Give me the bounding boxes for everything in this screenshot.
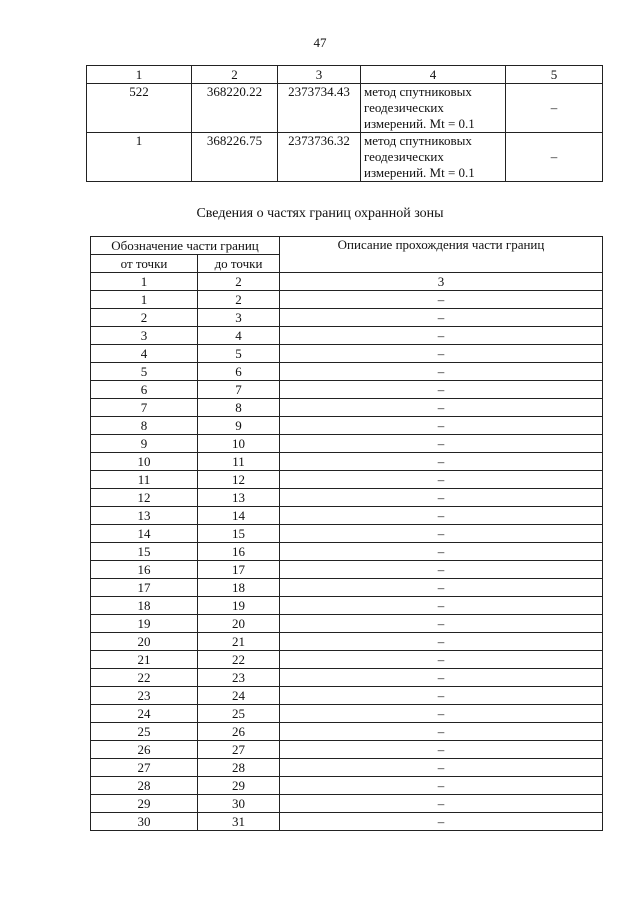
description: – [280, 381, 603, 399]
method-line: геодезических [364, 100, 444, 115]
from-point: 21 [91, 651, 198, 669]
method-line: метод спутниковых [364, 84, 472, 99]
to-point: 19 [198, 597, 280, 615]
note-cell: – [506, 84, 603, 133]
description: – [280, 471, 603, 489]
method-line: измерений. Mt = 0.1 [364, 165, 475, 180]
description: – [280, 327, 603, 345]
from-point: 27 [91, 759, 198, 777]
header-desc-cell: Описание прохождения части границ [280, 237, 603, 273]
to-point: 24 [198, 687, 280, 705]
from-point: 22 [91, 669, 198, 687]
to-point: 25 [198, 705, 280, 723]
from-point: 28 [91, 777, 198, 795]
table-row [91, 381, 603, 399]
to-point: 27 [198, 741, 280, 759]
column-numbers-row [91, 273, 603, 291]
description: – [280, 651, 603, 669]
to-point: 28 [198, 759, 280, 777]
coord-x: 368220.22 [192, 84, 278, 133]
description: – [280, 453, 603, 471]
to-point: 5 [198, 345, 280, 363]
description: – [280, 435, 603, 453]
to-point: 7 [198, 381, 280, 399]
description: – [280, 777, 603, 795]
to-point: 22 [198, 651, 280, 669]
table-row [91, 777, 603, 795]
from-point: 20 [91, 633, 198, 651]
to-point: 18 [198, 579, 280, 597]
table-row [91, 759, 603, 777]
from-point: 1 [91, 291, 198, 309]
method-cell [361, 84, 506, 133]
description: – [280, 525, 603, 543]
from-point: 15 [91, 543, 198, 561]
from-point: 2 [91, 309, 198, 327]
header-cell: 4 [361, 66, 506, 84]
description: – [280, 813, 603, 831]
description: – [280, 291, 603, 309]
from-point: 17 [91, 579, 198, 597]
description: – [280, 705, 603, 723]
header-cell: 1 [87, 66, 192, 84]
table-row [91, 471, 603, 489]
table-row [91, 435, 603, 453]
to-point: 21 [198, 633, 280, 651]
from-point: 5 [91, 363, 198, 381]
description: – [280, 669, 603, 687]
method-line: метод спутниковых [364, 133, 472, 148]
description: – [280, 597, 603, 615]
coord-y: 2373736.32 [278, 133, 361, 182]
from-point: 7 [91, 399, 198, 417]
boundary-parts-table [90, 236, 603, 831]
description: – [280, 363, 603, 381]
from-point: 16 [91, 561, 198, 579]
description: – [280, 615, 603, 633]
description: – [280, 507, 603, 525]
description: – [280, 561, 603, 579]
from-point: 13 [91, 507, 198, 525]
from-point: 10 [91, 453, 198, 471]
coord-x: 368226.75 [192, 133, 278, 182]
to-point: 3 [198, 309, 280, 327]
table-row [91, 291, 603, 309]
from-point: 14 [91, 525, 198, 543]
table-row [91, 525, 603, 543]
method-cell [361, 133, 506, 182]
table-row [87, 133, 603, 182]
from-point: 24 [91, 705, 198, 723]
from-point: 9 [91, 435, 198, 453]
method-line: измерений. Mt = 0.1 [364, 116, 475, 131]
coordinates-table-header [87, 66, 603, 84]
to-point: 9 [198, 417, 280, 435]
from-point: 19 [91, 615, 198, 633]
method-line: геодезических [364, 149, 444, 164]
description: – [280, 417, 603, 435]
section-title: Сведения о частях границ охранной зоны [196, 206, 444, 221]
coordinates-table [86, 65, 603, 182]
from-point: 26 [91, 741, 198, 759]
table-row [91, 615, 603, 633]
header-group-cell: Обозначение части границ [91, 237, 280, 255]
table-row [91, 543, 603, 561]
from-point: 3 [91, 327, 198, 345]
table-row [91, 813, 603, 831]
to-point: 20 [198, 615, 280, 633]
point-number: 522 [87, 84, 192, 133]
to-point: 8 [198, 399, 280, 417]
to-point: 10 [198, 435, 280, 453]
column-number: 2 [198, 273, 280, 291]
table-row [91, 795, 603, 813]
column-number: 3 [280, 273, 603, 291]
to-point: 26 [198, 723, 280, 741]
table-row [91, 363, 603, 381]
table-row [91, 309, 603, 327]
description: – [280, 543, 603, 561]
to-point: 4 [198, 327, 280, 345]
to-point: 23 [198, 669, 280, 687]
header-cell: 2 [192, 66, 278, 84]
table-row [91, 723, 603, 741]
to-point: 13 [198, 489, 280, 507]
table-row [91, 597, 603, 615]
page-number: 47 [313, 35, 327, 50]
from-point: 12 [91, 489, 198, 507]
from-point: 29 [91, 795, 198, 813]
table-row [91, 687, 603, 705]
description: – [280, 489, 603, 507]
table-row [91, 561, 603, 579]
description: – [280, 633, 603, 651]
table-row [91, 741, 603, 759]
description: – [280, 687, 603, 705]
description: – [280, 759, 603, 777]
to-point: 2 [198, 291, 280, 309]
table-row [91, 705, 603, 723]
description: – [280, 579, 603, 597]
table-row [91, 417, 603, 435]
description: – [280, 795, 603, 813]
table-row [91, 327, 603, 345]
table-row [91, 399, 603, 417]
description: – [280, 309, 603, 327]
coord-y: 2373734.43 [278, 84, 361, 133]
to-point: 11 [198, 453, 280, 471]
table-row [91, 669, 603, 687]
from-point: 6 [91, 381, 198, 399]
from-point: 30 [91, 813, 198, 831]
to-point: 14 [198, 507, 280, 525]
table-row [91, 345, 603, 363]
header-cell: 3 [278, 66, 361, 84]
header-cell: 5 [506, 66, 603, 84]
to-point: 17 [198, 561, 280, 579]
description: – [280, 723, 603, 741]
from-point: 25 [91, 723, 198, 741]
note-cell: – [506, 133, 603, 182]
to-point: 16 [198, 543, 280, 561]
table-row [91, 453, 603, 471]
to-point: 12 [198, 471, 280, 489]
to-point: 6 [198, 363, 280, 381]
point-number: 1 [87, 133, 192, 182]
from-point: 23 [91, 687, 198, 705]
table-row [91, 651, 603, 669]
table-row [87, 84, 603, 133]
to-point: 15 [198, 525, 280, 543]
table-row [91, 489, 603, 507]
from-point: 8 [91, 417, 198, 435]
column-number: 1 [91, 273, 198, 291]
table-row [91, 579, 603, 597]
table-row [91, 633, 603, 651]
header-to-cell: до точки [198, 255, 280, 273]
description: – [280, 345, 603, 363]
to-point: 31 [198, 813, 280, 831]
to-point: 29 [198, 777, 280, 795]
header-from-cell: от точки [91, 255, 198, 273]
from-point: 4 [91, 345, 198, 363]
description: – [280, 741, 603, 759]
from-point: 11 [91, 471, 198, 489]
boundary-table-header [91, 237, 603, 255]
description: – [280, 399, 603, 417]
to-point: 30 [198, 795, 280, 813]
from-point: 18 [91, 597, 198, 615]
table-row [91, 507, 603, 525]
